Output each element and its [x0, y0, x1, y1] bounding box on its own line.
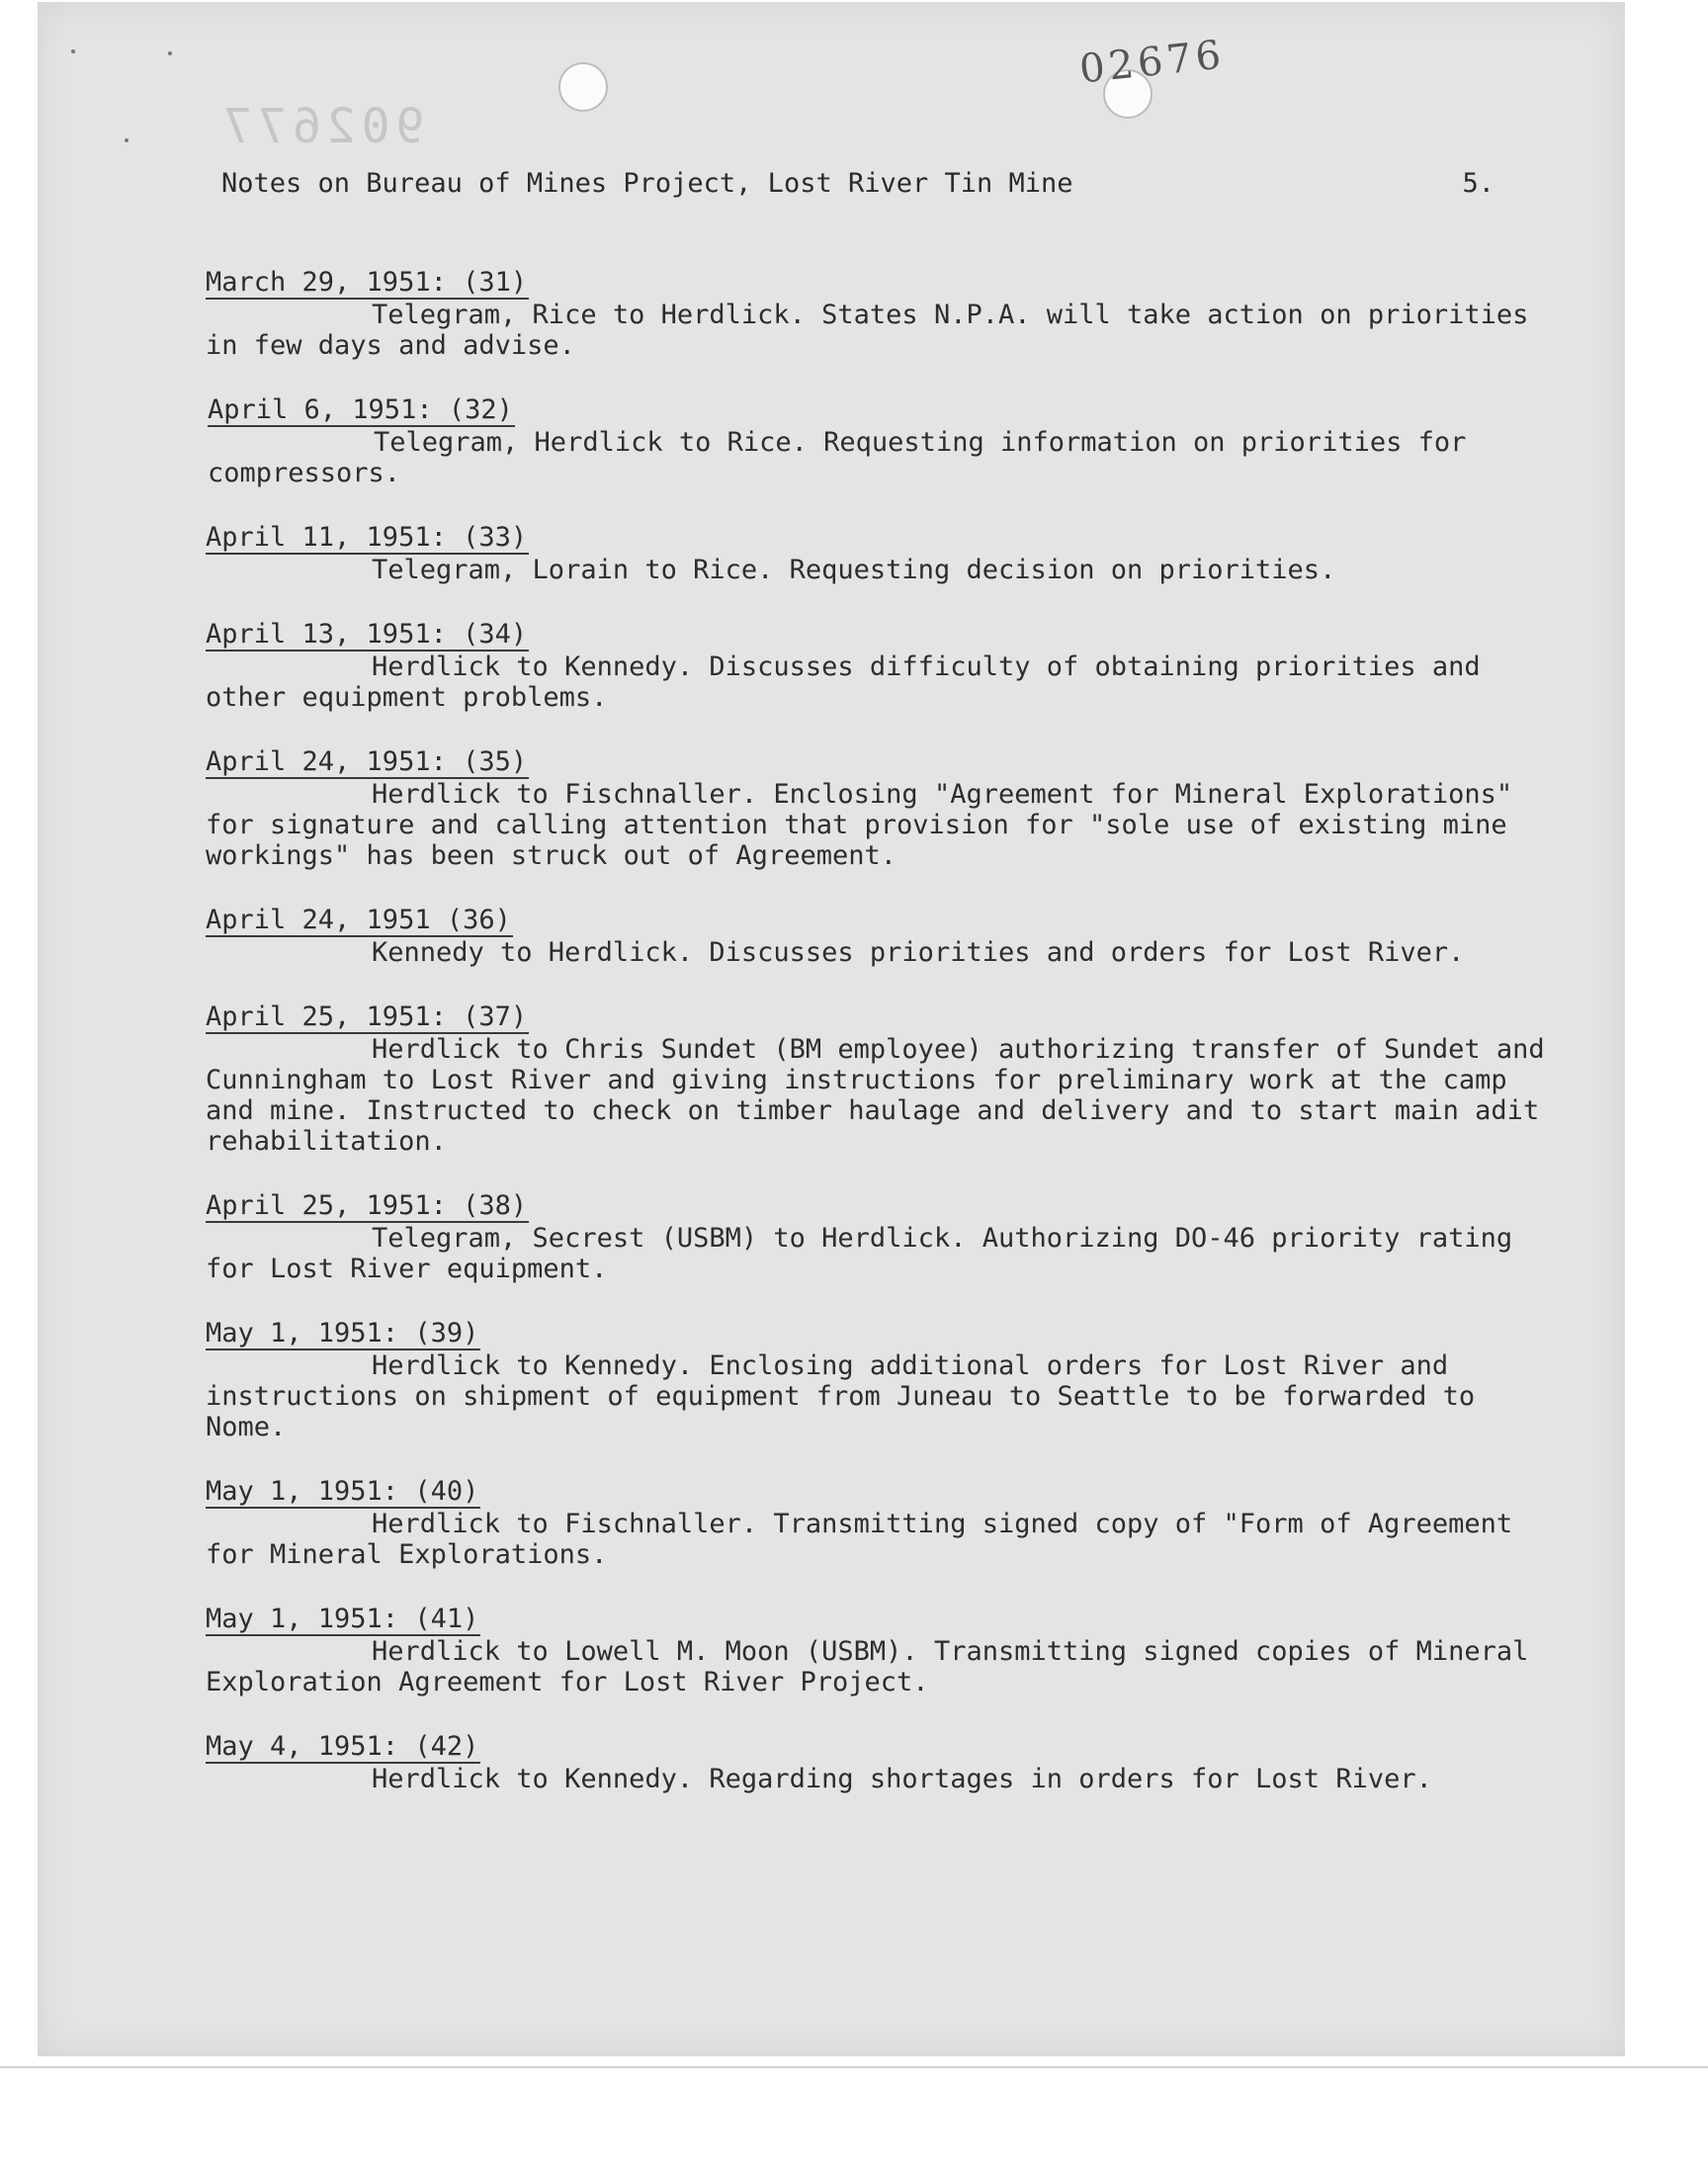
entry-text: Herdlick to Kennedy. Regarding shortages in orders for Lost River.: [372, 1764, 1432, 1794]
entry-text: Telegram, Lorain to Rice. Requesting decision on priorities.: [372, 555, 1336, 585]
page-header: [221, 168, 1494, 199]
bleed-through-number: 902677: [217, 99, 425, 154]
speck: [125, 138, 128, 142]
list-item: [206, 1190, 1570, 1284]
list-item: [206, 522, 1570, 585]
entry-date: April 25, 1951: (37): [206, 1001, 528, 1032]
entries-list: [206, 267, 1570, 1828]
list-item: [206, 1318, 1570, 1442]
entry-date: May 1, 1951: (40): [206, 1476, 479, 1507]
entry-text: Telegram, Rice to Herdlick. States N.P.A. will take action on priorities in few days and advise.: [206, 300, 1529, 361]
list-item: [206, 267, 1570, 361]
entry-date: March 29, 1951: (31): [206, 267, 528, 298]
list-item: [206, 1731, 1570, 1794]
list-item: [208, 394, 1570, 488]
entry-text: Herdlick to Kennedy. Enclosing additional orders for Lost River and instructions on shipment of equipment from Juneau to Seattle to be forwarded to Nome.: [206, 1350, 1476, 1442]
entry-date: April 13, 1951: (34): [206, 619, 528, 650]
speck: [71, 49, 75, 53]
entry-text: Telegram, Herdlick to Rice. Requesting information on priorities for compressors.: [208, 427, 1467, 488]
punch-hole: [558, 62, 608, 112]
entry-date: May 4, 1951: (42): [206, 1731, 479, 1762]
entry-date: May 1, 1951: (39): [206, 1318, 479, 1348]
scan-edge: [0, 2066, 1708, 2068]
entry-date: April 6, 1951: (32): [208, 394, 513, 425]
entry-text: Telegram, Secrest (USBM) to Herdlick. Authorizing DO-46 priority rating for Lost River equipment.: [206, 1223, 1513, 1284]
list-item: [206, 1604, 1570, 1697]
entry-text: Herdlick to Chris Sundet (BM employee) authorizing transfer of Sundet and Cunningham to Lost River and giving instructions for preliminary work at the camp and mine. Instructed to check on timber haulage and delivery and to start main adit rehabilitation.: [206, 1034, 1545, 1157]
page-title: Notes on Bureau of Mines Project, Lost River Tin Mine: [221, 168, 1073, 199]
entry-text: Herdlick to Fischnaller. Enclosing "Agreement for Mineral Explorations" for signature and calling attention that provision for "sole use of existing mine workings" has been struck out of Agreement.: [206, 779, 1513, 871]
list-item: [206, 619, 1570, 713]
handwritten-document-number: 02676: [1076, 32, 1228, 93]
entry-text: Herdlick to Fischnaller. Transmitting signed copy of "Form of Agreement for Mineral Explorations.: [206, 1509, 1513, 1570]
list-item: [206, 905, 1570, 968]
entry-date: May 1, 1951: (41): [206, 1604, 479, 1634]
list-item: [206, 746, 1570, 871]
entry-date: April 25, 1951: (38): [206, 1190, 528, 1221]
entry-date: April 24, 1951 (36): [206, 905, 511, 935]
entry-date: April 11, 1951: (33): [206, 522, 528, 553]
entry-date: April 24, 1951: (35): [206, 746, 528, 777]
entry-text: Herdlick to Kennedy. Discusses difficulty of obtaining priorities and other equipment problems.: [206, 652, 1481, 713]
entry-text: Kennedy to Herdlick. Discusses priorities and orders for Lost River.: [372, 937, 1465, 968]
list-item: [206, 1001, 1570, 1157]
page-number: 5.: [1462, 168, 1494, 199]
speck: [168, 51, 172, 55]
list-item: [206, 1476, 1570, 1570]
entry-text: Herdlick to Lowell M. Moon (USBM). Transmitting signed copies of Mineral Exploration Agreement for Lost River Project.: [206, 1636, 1529, 1697]
